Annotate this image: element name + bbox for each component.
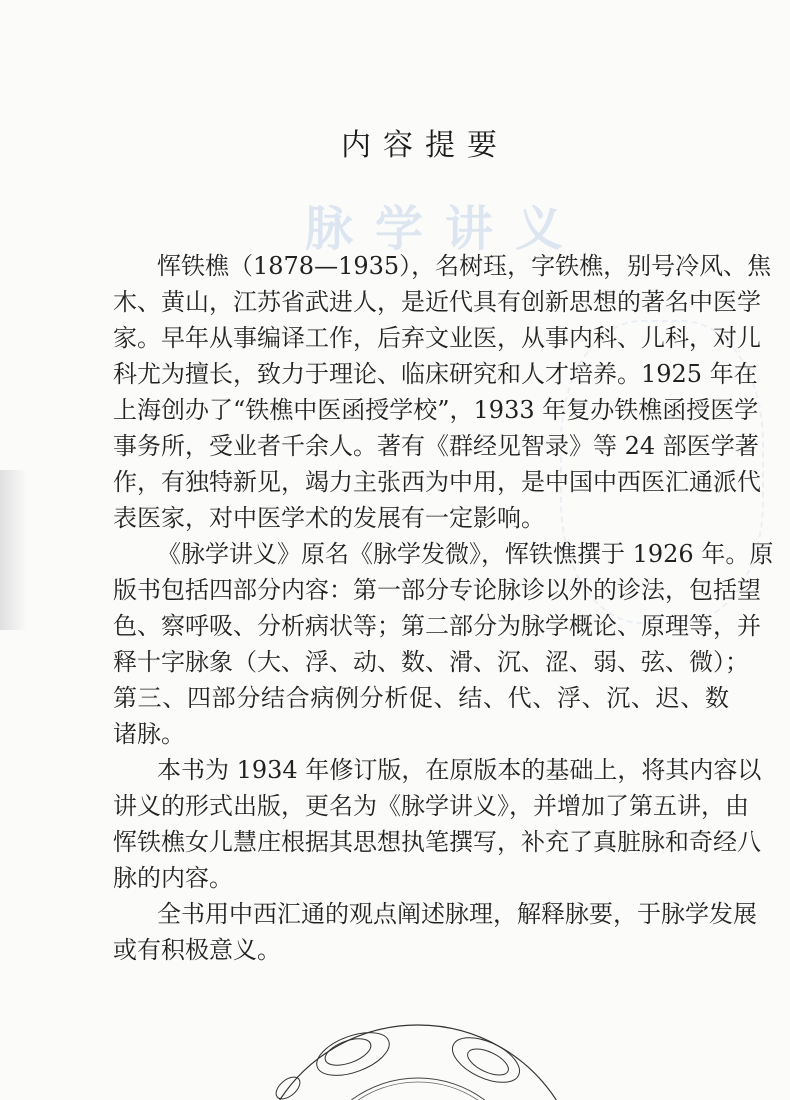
text-line: 本书为 1934 年修订版，在原版本的基础上，将其内容以: [157, 756, 762, 784]
text-line: 木、黄山，江苏省武进人，是近代具有创新思想的著名中医学: [113, 288, 761, 316]
paragraph: [113, 752, 762, 896]
text-line: 诸脉。: [113, 720, 185, 748]
text-line: 上海创办了“铁樵中医函授学校”，1933 年复办铁樵函授医学: [113, 396, 759, 424]
text-line: 或有积极意义。: [113, 936, 281, 964]
text-line: 全书用中西汇通的观点阐述脉理，解释脉要，于脉学发展: [157, 900, 757, 928]
text-line: 事务所，受业者千余人。著有《群经见智录》等 24 部医学著: [113, 432, 759, 460]
page-title: 内容提要: [341, 128, 509, 163]
text-line: 科尤为擅长，致力于理论、临床研究和人才培养。1925 年在: [113, 360, 758, 388]
paragraph: [113, 248, 772, 536]
text-line: 恽铁樵（1878—1935），名树珏，字铁樵，别号冷风、焦: [157, 252, 772, 280]
text-line: 讲义的形式出版，更名为《脉学讲义》，并增加了第五讲，由: [113, 792, 749, 820]
text-line: 作，有独特新见，竭力主张西为中用，是中国中西医汇通派代: [113, 468, 761, 496]
background-watermark: 脉学讲义: [305, 201, 586, 257]
text-line: 版书包括四部分内容：第一部分专论脉诊以外的诊法，包括望: [113, 576, 761, 604]
text-line: 恽铁樵女儿慧庄根据其思想执笔撰写，补充了真脏脉和奇经八: [113, 828, 761, 856]
text-line: 表医家，对中医学术的发展有一定影响。: [113, 504, 545, 532]
page-binding-shadow: [0, 470, 28, 630]
text-line: 脉的内容。: [113, 864, 233, 892]
summary-body: [113, 248, 774, 968]
text-line: 家。早年从事编译工作，后弃文业医，从事内科、儿科，对儿: [113, 324, 761, 352]
paragraph: [113, 536, 774, 752]
text-line: 释十字脉象（大、浮、动、数、滑、沉、涩、弱、弦、微）；: [113, 648, 749, 676]
text-line: 第三、四部分结合病例分析促、结、代、浮、沉、迟、数: [113, 684, 729, 712]
text-line: 色、察呼吸、分析病状等；第二部分为脉学概论、原理等，并: [113, 612, 761, 640]
paragraph: [113, 896, 757, 968]
decorative-plate-ornament: [258, 1020, 578, 1100]
text-line: 《脉学讲义》原名《脉学发微》，恽铁憔撰于 1926 年。原: [157, 540, 774, 568]
